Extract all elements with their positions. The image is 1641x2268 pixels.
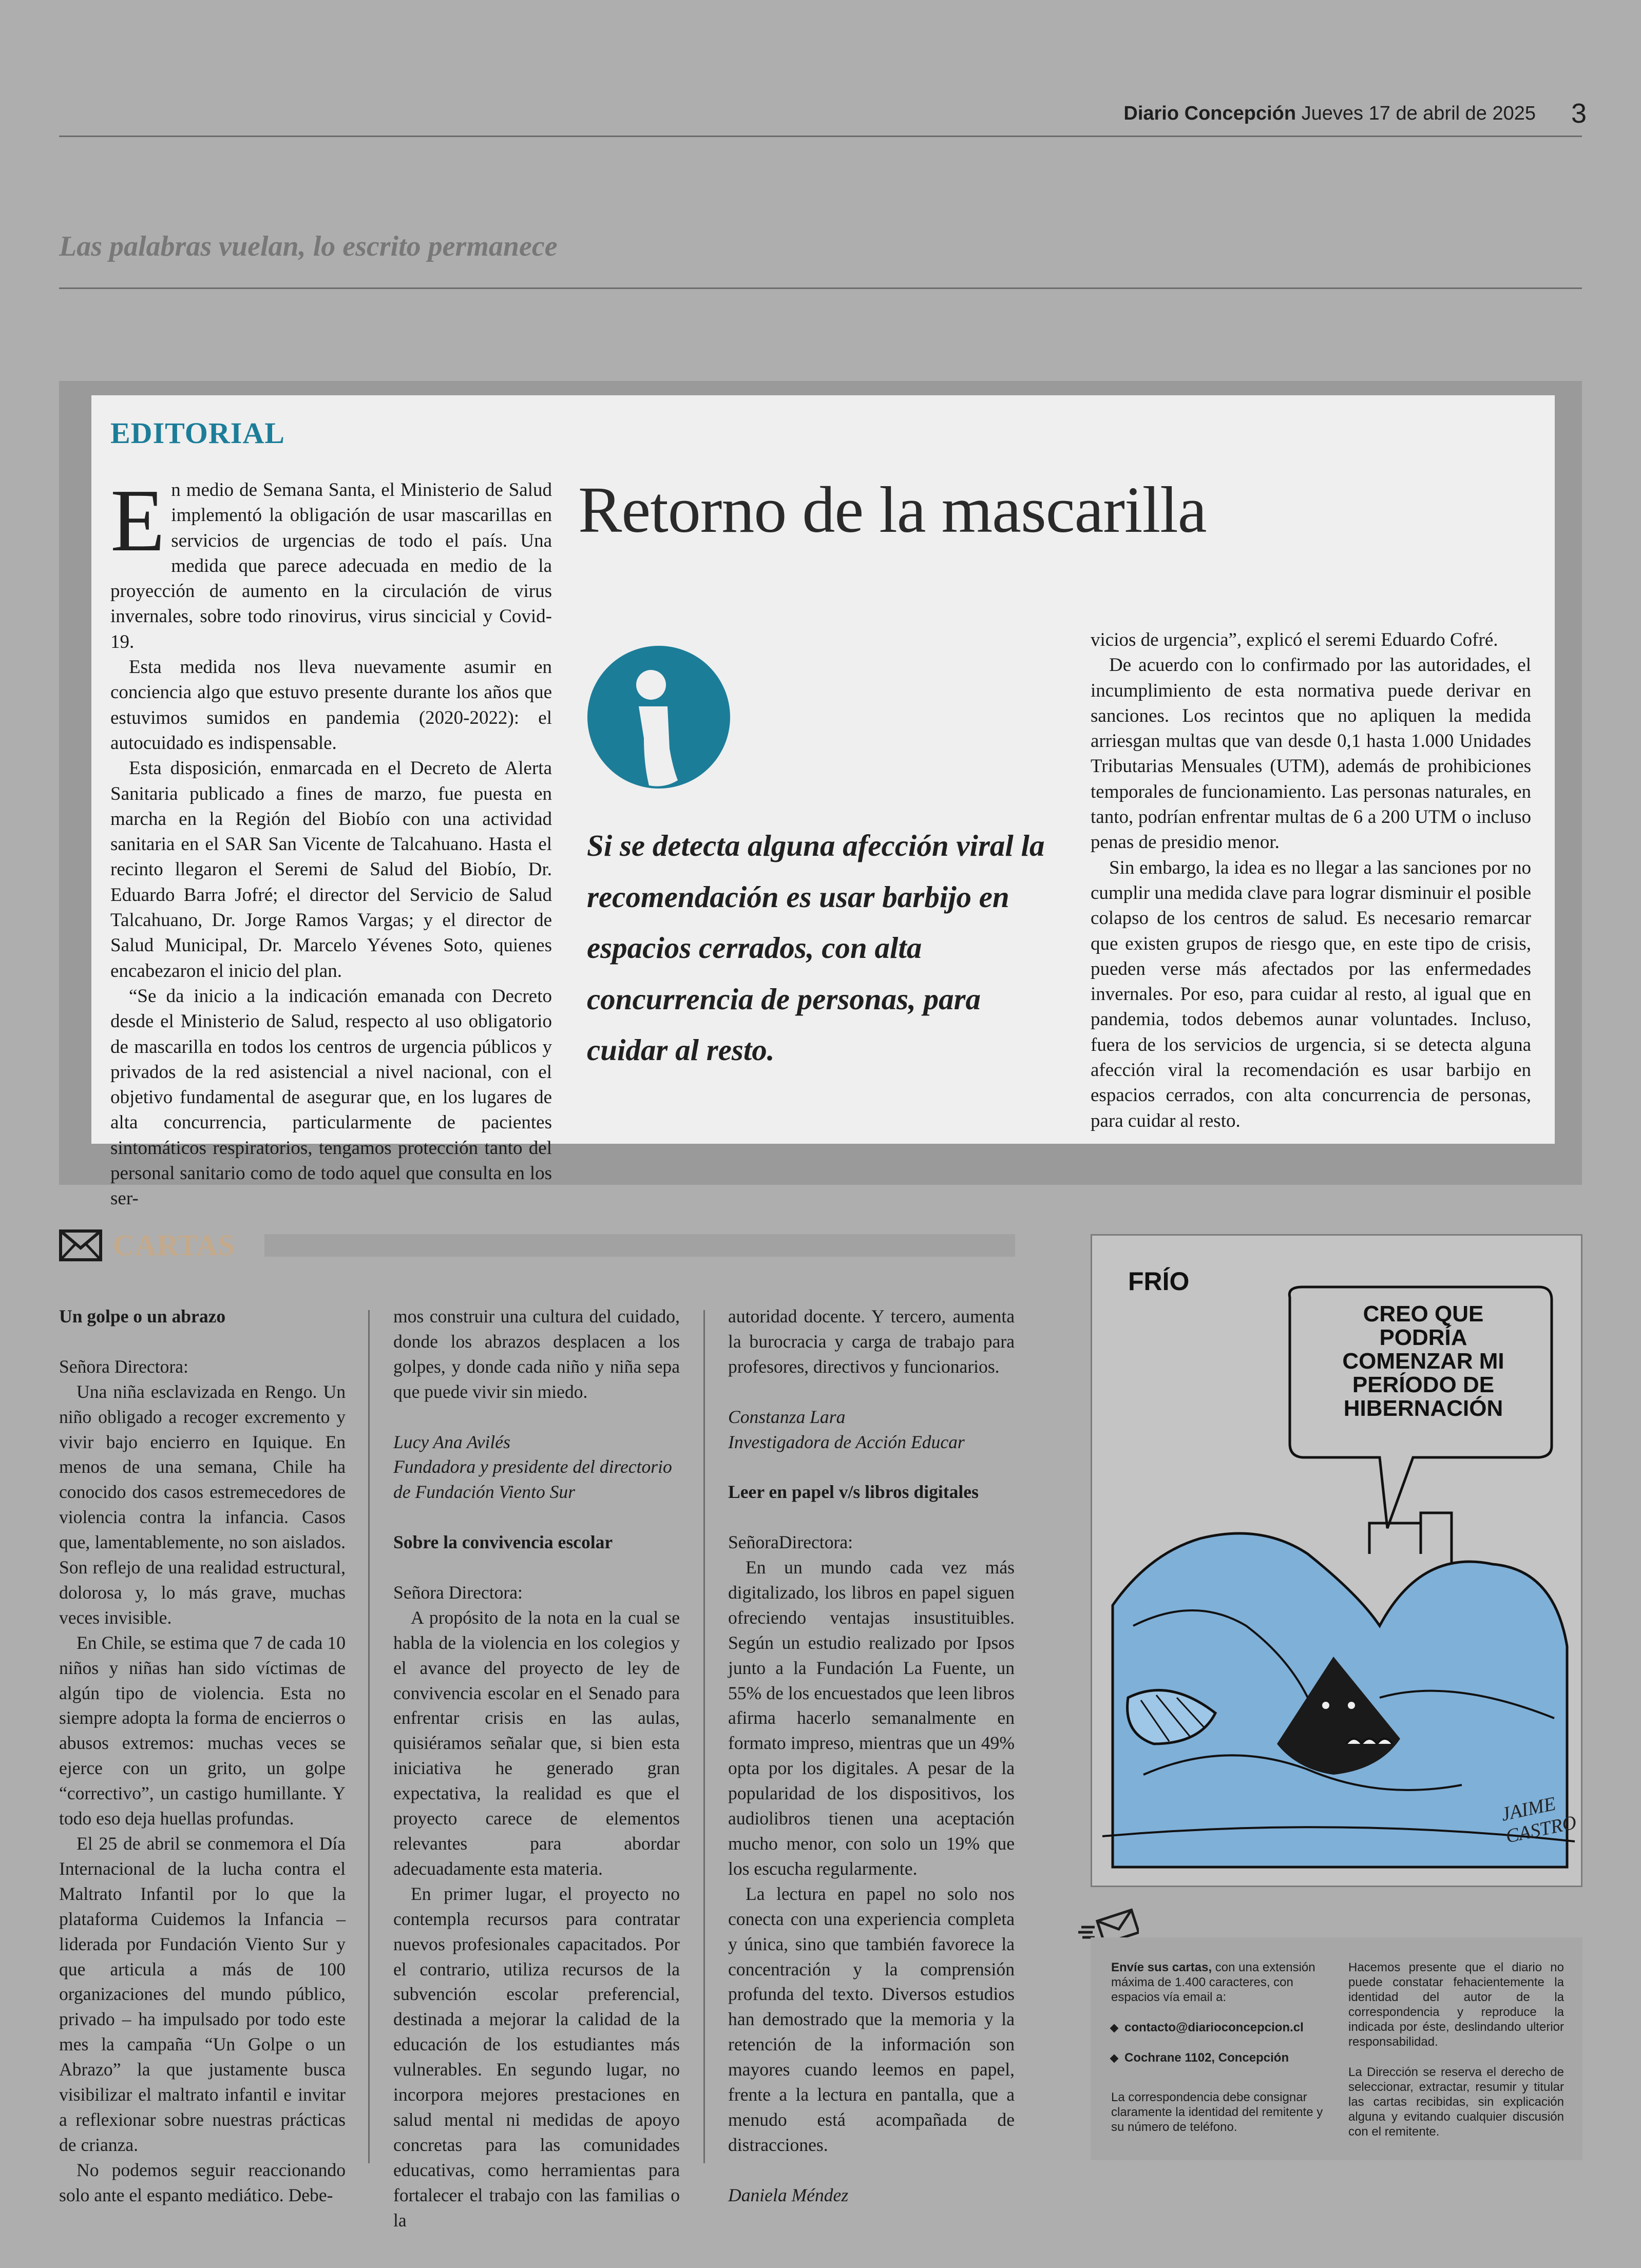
letter-paragraph: En un mundo cada vez más digitalizado, los libros en papel siguen ofreciendo ventajas insustituibles. Según un estudio realizado por Ipsos junto a la Fundación La Fuente, un 55% de los encuestados que leen libros afirma hacerlo semanalmente en formato impreso, mientras que un 49% opta por los digitales. A pesar de la popularidad de los dispositivos, los audiolibros tienen una aceptación mucho menor, con solo un 19% que los escucha regularmente. [728, 1557, 1015, 1879]
editorial-paragraph: “Se da inicio a la indicación emanada con Decreto desde el Ministerio de Salud, respecto al uso obligatorio de mascarilla en todos los centros de urgencia públicos y privados de la red asistencial a nivel nacional, con el objetivo fundamental de asegurar que, en los lugares de alta concurrencia, particularmente de pacientes sintomáticos respiratorios, tengamos protección tanto del personal sanitario como de todo aquel que consulta en los ser- [110, 985, 552, 1209]
letters-column-1 [59, 1304, 346, 2208]
disclaimer-paragraph: Hacemos presente que el diario no puede constatar fehacientemente la identidad del autor de la correspondencia y reproduce la indicada por éste, deslindando ulterior responsabilidad. [1348, 1961, 1564, 2049]
cartoon [1091, 1234, 1582, 1887]
editorial-paragraph: De acuerdo con lo confirmado por las autoridades, el incumplimiento de esta normativa puede derivar en sanciones. Los recintos que no apliquen la medida arriesgan multas que van desde 0,1 hasta 1.000 Unidades Tributarias Mensuales (UTM), además de prohibiciones temporales de funcionamiento. Las personas naturales, en tanto, podrían enfrentar multas de 6 a 200 UTM o incluso penas de presidio menor. [1091, 655, 1531, 853]
speech-bubble-text: CREO QUE PODRÍA COMENZAR MI PERÍODO DE HIBERNACIÓN [1342, 1301, 1504, 1421]
letter-author-role: de Fundación Viento Sur [393, 1482, 576, 1503]
column-separator [368, 1310, 370, 2163]
contact-note: La correspondencia debe consignar claramente la identidad del remitente y su número de teléfono. [1111, 2090, 1323, 2134]
letter-title: Sobre la convivencia escolar [393, 1532, 613, 1553]
contact-info [1111, 1960, 1337, 2135]
letter-author: Lucy Ana Avilés [393, 1431, 510, 1452]
contact-address: Cochrane 1102, Concepción [1111, 2050, 1337, 2065]
editorial-paragraph: Esta medida nos lleva nuevamente asumir en conciencia algo que estuvo presente durante los años que estuvimos sumidos en pandemia (2020-2022): el autocuidado es indispensable. [110, 657, 552, 754]
letter-paragraph: En primer lugar, el proyecto no contempla recursos para contratar nuevos profesionales capacitados. Por el contrario, utiliza recursos de la subvención escolar preferencial, destinada a mejorar la calidad de la educación de los estudiantes más vulnerables. En segundo lugar, no incorpora mejores prestaciones en salud mental ni medidas de apoyo concretas para las comunidades educativas, como herramientas para fortalecer el trabajo con las familias o la [393, 1883, 680, 2231]
section-tagline: Las palabras vuelan, lo escrito permanece [59, 230, 558, 262]
letters-column-3 [728, 1304, 1015, 2208]
masthead [1123, 103, 1536, 125]
letter-paragraph: A propósito de la nota en la cual se habla de la violencia en los colegios y el avance del proyecto de ley de convivencia escolar en el Senado para enfrentar crisis en las aulas, quisiéramos señalar que, si bien esta iniciativa he generado gran expectativa, la realidad es que el proyecto carece de elementos relevantes para abordar adecuadamente esta materia. [393, 1607, 680, 1879]
letter-author-role: Investigadora de Acción Educar [728, 1431, 965, 1452]
newspaper-name: Diario Concepción [1123, 103, 1296, 124]
diamond-bullet-icon [1110, 2024, 1119, 2032]
letters-column-2 [393, 1304, 680, 2233]
cartas-header-bar [264, 1234, 1015, 1257]
header-rule [59, 136, 1582, 137]
letter-paragraph: mos construir una cultura del cuidado, donde los abrazos desplacen a los golpes, y donde cada niño y niña sepa que puede vivir sin miedo. [393, 1306, 680, 1402]
editorial-paragraph: Esta disposición, enmarcada en el Decreto de Alerta Sanitaria publicado a fines de marzo, fue puesta en marcha en la Región del Biobío con una actividad sanitaria en el SAR San Vicente de Talcahuano. Hasta el recinto llegaron el Seremi de Salud del Biobío, Dr. Eduardo Barra Jofré; el director del Servicio de Salud Talcahuano, Dr. Jorge Ramos Vargas; y el director de Salud Municipal, Dr. Marcelo Yévenes Soto, quienes encabezaron el inicio del plan. [110, 758, 552, 982]
letter-paragraph: autoridad docente. Y tercero, aumenta la burocracia y carga de trabajo para profesores, directivos y funcionarios. [728, 1306, 1015, 1377]
diamond-bullet-icon [1110, 2054, 1119, 2063]
letter-salutation: Señora Directora: [59, 1356, 188, 1377]
envelope-icon [59, 1229, 102, 1261]
editorial-paragraph: En medio de Semana Santa, el Ministerio de Salud implementó la obligación de usar mascarillas en servicios de urgencias de todo el país. Una medida que parece adecuada en medio de la proyección de aumento en la circulación de virus invernales, sobre todo rinovirus, virus sincicial y Covid-19. [110, 471, 552, 652]
cartoon-title: FRÍO [1128, 1267, 1190, 1296]
tagline-rule [59, 287, 1582, 289]
issue-date: Jueves 17 de abril de 2025 [1301, 103, 1536, 124]
contact-disclaimer [1348, 1960, 1564, 2139]
page-number: 3 [1571, 98, 1587, 129]
letter-title: Un golpe o un abrazo [59, 1306, 226, 1327]
cartas-label: CARTAS [113, 1228, 236, 1262]
letter-paragraph: El 25 de abril se conmemora el Día Internacional de la lucha contra el Maltrato Infantil por lo que la plataforma Cuidemos la Infancia – liderada por Fundación Viento Sur y que articula a más de 100 organizaciones del mundo público, privado – ha impulsado por todo este mes la campaña “Un Golpe o un Abrazo” la que justamente busca visibilizar el maltrato infantil e invitar a reflexionar sobre nuestras prácticas de crianza. [59, 1833, 346, 2155]
editorial-paragraph: Sin embargo, la idea es no llegar a las sanciones por no cumplir una medida clave para lograr disminuir el posible colapso de los centros de salud. Es necesario remarcar que existen grupos de riesgo que, en este tipo de crisis, pueden verse más afectados por las enfermedades invernales. Por eso, para cuidar al resto, al igual que en pandemia, todos debemos aunar voluntades. Incluso, fuera de los servicios de urgencia, si se detecta alguna afección viral la recomendación es usar barbijo en espacios cerrados, con alta concurrencia de personas, para cuidar al resto. [1091, 857, 1531, 1131]
pull-quote: Si se detecta alguna afección viral la recomendación es usar barbijo en espacios cerrados, con alta concurrencia de personas, para cuidar al resto. [587, 829, 1045, 1067]
editorial-column-1 [110, 471, 552, 1212]
letter-paragraph: En Chile, se estima que 7 de cada 10 niños y niñas han sido víctimas de algún tipo de violencia. Esta no siempre adopta la forma de encierros o abusos extremos: muchas veces se ejerce con un grito, un golpe “correctivo”, un castigo humillante. Y todo eso deja huellas profundas. [59, 1632, 346, 1829]
letter-paragraph: Una niña esclavizada en Rengo. Un niño obligado a recoger excremento y vivir bajo encierro en Iquique. En menos de una semana, Chile ha conocido dos casos estremecedores de violencia contra la infancia. Casos que, lamentablemente, no son aislados. Son reflejo de una realidad estructural, dolorosa y, lo más grave, muchas veces invisible. [59, 1381, 346, 1628]
editorial-label: EDITORIAL [110, 416, 285, 450]
letter-author: Daniela Méndez [728, 2184, 849, 2205]
letter-paragraph: La lectura en papel no solo nos conecta con una experiencia completa y única, sino que también favorece la concentración y la comprensión profunda del texto. Diversos estudios han demostrado que la memoria y la retención de la información son mayores cuando leemos en papel, frente a la lectura en pantalla, que a menudo está acompañada de distracciones. [728, 1883, 1015, 2155]
drop-cap: E [110, 471, 165, 570]
contact-email[interactable]: contacto@diarioconcepcion.cl [1111, 2020, 1337, 2035]
letter-title: Leer en papel v/s libros digitales [728, 1482, 979, 1503]
contact-intro: Envíe sus cartas, con una extensión máxima de 1.400 caracteres, con espacios vía email a: [1111, 1961, 1315, 2004]
letter-author-role: Fundadora y presidente del directorio [393, 1456, 672, 1477]
editorial-column-3 [1091, 627, 1531, 1133]
letter-salutation: Señora Directora: [393, 1582, 523, 1603]
letter-author: Constanza Lara [728, 1406, 846, 1427]
disclaimer-paragraph: La Dirección se reserva el derecho de seleccionar, extractar, resumir y titular las cartas recibidas, sin explicación alguna y evitando cualquier discusión con el remitente. [1348, 2065, 1564, 2139]
info-icon [587, 646, 730, 789]
editorial-title: Retorno de la mascarilla [578, 473, 1207, 546]
cartoonist-signature: JAIME CASTRO [1499, 1793, 1578, 1848]
column-separator [703, 1310, 705, 2163]
editorial-paragraph: vicios de urgencia”, explicó el seremi Eduardo Cofré. [1091, 629, 1498, 650]
letter-salutation: SeñoraDirectora: [728, 1532, 853, 1553]
letter-paragraph: No podemos seguir reaccionando solo ante el espanto mediático. Debe- [59, 2159, 346, 2205]
